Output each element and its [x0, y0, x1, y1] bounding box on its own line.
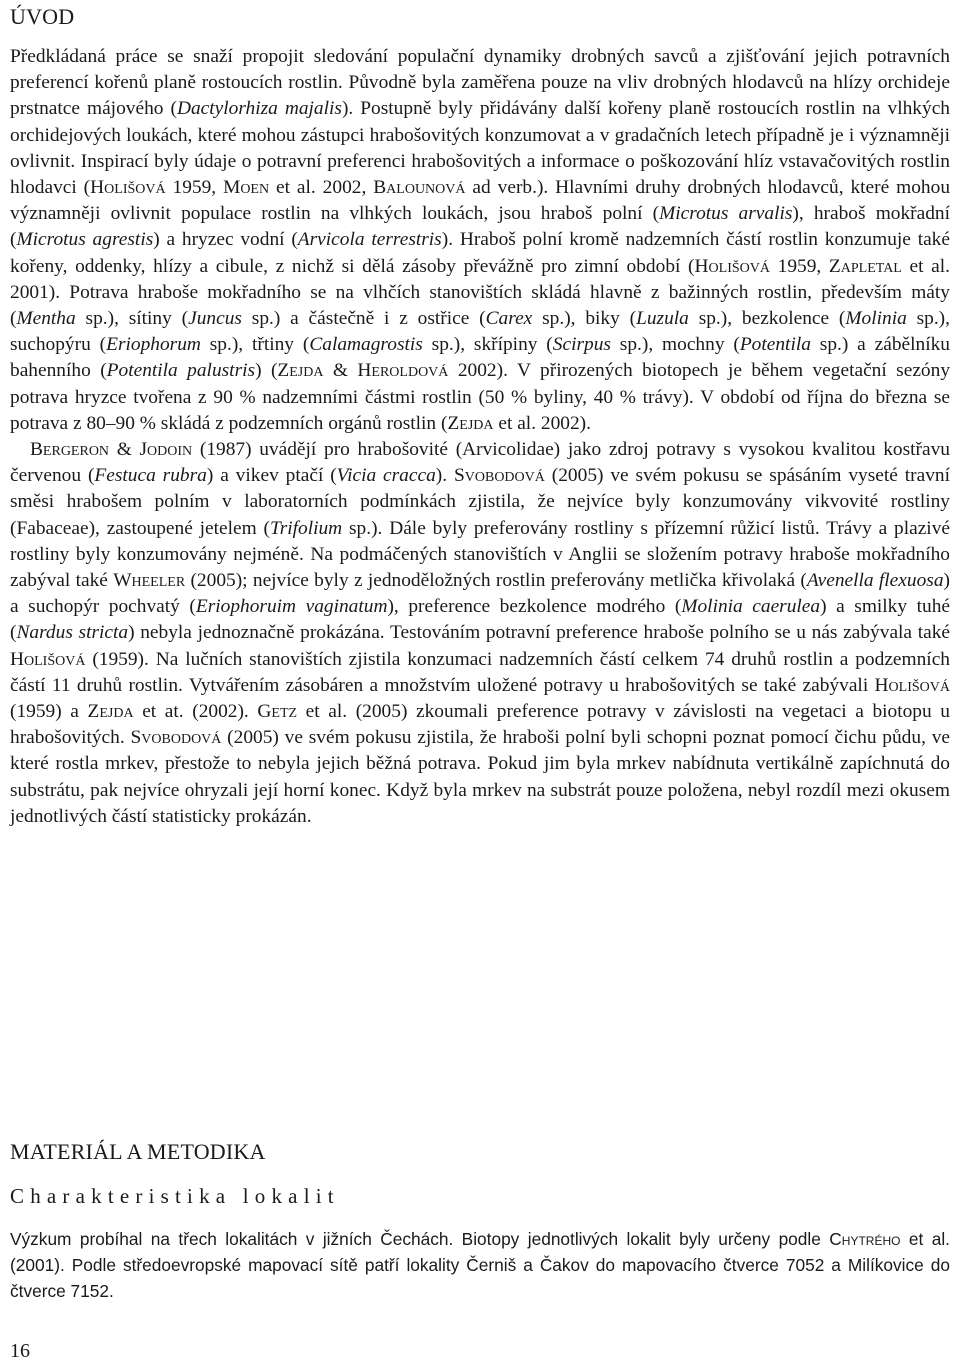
author-name: Holišová [694, 255, 770, 277]
taxon-name: Juncus [188, 308, 242, 330]
text-run: Předkládaná práce se snaží propojit sledování populační dynamiky drobných savců a zjišťování jejich potravních preferencí kořenů planě rostoucích rostlin. Původně byla zaměřena pouze na vliv drobných hlodavců na hlízy orchideje prstnatce májového ( [10, 46, 950, 120]
author-name: Moen [223, 177, 270, 199]
text-run: et al. 2001). Potrava hraboše mokřadního se na vlhčích stanovištích skládá hlavně z bažinných rostlin, především máty ( [10, 255, 951, 330]
taxon-name: Arvicola terrestris [297, 229, 442, 251]
paragraph [10, 44, 950, 437]
taxon-name: Festuca rubra [94, 465, 207, 487]
author-name: Getz [257, 701, 298, 723]
author-name: Zejda [87, 701, 134, 723]
text-run: ), preference bezkolence modrého ( [387, 596, 682, 618]
text-run: (2005); nejvíce byly z jednoděložných rostlin preferovány metlička křivolaká ( [185, 570, 807, 592]
text-run: (1987) uvádějí pro hrabošovité (Arvicolidae) jako zdroj potravy s vysokou kvalitou kostřavu červenou ( [10, 439, 951, 487]
text-run: sp.). Dále byly preferovány rostliny s přízemní růžicí listů. Trávy a plazivé rostliny byly konzumovány nejméně. Na podmáčených stanovištích v Anglii se složením potravy hraboše mokřadního zabýval také [10, 517, 950, 592]
subsection-heading-localities: Charakteristika lokalit [10, 1184, 340, 1208]
text-run: Výzkum probíhal na třech lokalitách v jižních Čechách. Biotopy jednotlivých lokalit byly určeny podle [10, 1229, 830, 1249]
taxon-name: Nardus stricta [16, 622, 129, 644]
intro-text [10, 44, 950, 830]
text-run: et al. (2001). Podle středoevropské mapovací sítě patří lokality Černiš a Čakov do mapovacího čtverce 7052 a Milíkovice do čtverce 7152. [10, 1229, 950, 1301]
text-run: et al. 2002, [269, 177, 374, 199]
author-name: Wheeler [113, 570, 186, 592]
text-run: ) a vikev ptačí ( [206, 465, 337, 487]
text-run: ad verb.). Hlavními druhy drobných hlodavců, které mohou významněji ovlivnit populace rostlin na vlhkých loukách, jsou hraboš polní ( [10, 177, 951, 225]
text-run: (1959). Na lučních stanovištích zjistila konzumaci nadzemních částí celkem 74 druhů rostlin a podzemních částí 11 druhů rostlin. Vytvářením zásobáren a množstvím uložené potravy u hrabošovitých se také zabývali [10, 648, 950, 696]
author-name: Jodoin [139, 439, 193, 461]
text-run: ) ( [255, 360, 278, 382]
taxon-name: Luzula [636, 308, 689, 330]
text-run: sp.), bezkolence ( [688, 308, 846, 330]
text-run: sp.), mochny ( [610, 334, 740, 356]
text-run: 2002). V přirozených biotopech je během vegetační sezóny potrava hryzce tvořena z 90 % nadzemními částmi rostlin (50 % byliny, 40 % trávy). V období od října do března se potrava z 80–90 % skládá z podzemních orgánů rostlin ( [10, 360, 951, 434]
taxon-name: Potentila palustris [106, 360, 256, 382]
text-run: (1959) a [10, 701, 88, 723]
taxon-name: Molinia [845, 308, 907, 330]
section-heading-methods: MATERIÁL A METODIKA [10, 1139, 266, 1164]
author-name: Bergeron [30, 439, 110, 461]
text-run: 1959, [165, 177, 224, 199]
author-name: Zapletal [828, 255, 902, 277]
taxon-name: Molinia caerulea [681, 596, 821, 618]
taxon-name: Eriophoruim vaginatum [195, 596, 388, 618]
page-number: 16 [10, 1340, 30, 1362]
taxon-name: Dactylorhiza majalis [176, 98, 342, 120]
paragraph [10, 437, 950, 830]
taxon-name: Eriophorum [106, 334, 201, 356]
text-run: (2005) ve svém pokusu zjistila, že hraboši polní byli schopni poznat pomocí čichu půdu, ve které rostla mrkev, přestože to nebyla jejich běžná potrava. Pokud jim byla mrkev nabídnuta vertikálně zapíchnutá do substrátu, pak nejvíce ohryzali její horní konec. Když byla mrkev na substrát pouze položena, nebyl rozdíl mezi okusem jednotlivých částí statisticky prokázán. [10, 727, 951, 827]
text-run: ) a suchopýr pochvatý ( [10, 570, 950, 618]
text-run: sp.), biky ( [532, 308, 637, 330]
text-run: 1959, [769, 255, 829, 277]
text-run: sp.), sítiny ( [75, 308, 189, 330]
taxon-name: Potentila [739, 334, 811, 356]
text-run: sp.), skřípiny ( [422, 334, 553, 356]
author-name: Balounová [373, 177, 466, 199]
text-run: & [323, 360, 358, 382]
text-run: et al. 2002). [493, 412, 591, 434]
text-run: ). Postupně byly přidávány další kořeny planě rostoucích rostlin na vlhkých orchidejových loukách, které mohou zástupci hrabošovitých konzumovat a v gradačních letech případně je i významněji ovlivnit. Inspirací byly údaje o potravní preferenci hrabošovitých a informace o poškozování hlíz vstavačovitých rostlin hlodavci ( [10, 98, 951, 199]
author-name: Zejda [447, 412, 494, 434]
author-name: Chytrého [829, 1229, 901, 1249]
text-run: (2005) ve svém pokusu se spásáním vyseté travní směsi hrabošem polním v laboratorních podmínkách zjistila, že nejvíce byly konzumovány vikvovité rostliny (Fabaceae), zastoupené jetelem ( [10, 465, 950, 539]
author-name: Holišová [874, 674, 950, 696]
text-run: ). [435, 465, 454, 487]
text-run: ), hraboš mokřadní ( [10, 203, 951, 251]
text-run: ) a smilky tuhé ( [10, 596, 950, 644]
taxon-name: Mentha [16, 308, 76, 330]
text-run: sp.) a zábělníku bahenního ( [10, 334, 950, 382]
paragraph [10, 1226, 950, 1304]
author-name: Zejda [277, 360, 324, 382]
taxon-name: Carex [485, 308, 533, 330]
taxon-name: Vicia cracca [336, 465, 436, 487]
taxon-name: Calamagrostis [309, 334, 423, 356]
author-name: Heroldová [357, 360, 449, 382]
author-name: Holišová [10, 648, 86, 670]
text-run: & [109, 439, 140, 461]
author-name: Svobodová [453, 465, 545, 487]
taxon-name: Trifolium [269, 517, 343, 539]
text-run: ) a hryzec vodní ( [153, 229, 298, 251]
text-run: sp.), suchopýru ( [10, 308, 950, 356]
section-heading-intro: ÚVOD [10, 4, 75, 29]
taxon-name: Avenella flexuosa [806, 570, 944, 592]
text-run: ) nebyla jednoznačně prokázána. Testováním potravní preference hraboše polního se u nás zabývala také [128, 622, 951, 644]
text-run: sp.) a částečně i z ostřice ( [241, 308, 486, 330]
taxon-name: Scirpus [552, 334, 611, 356]
text-run: et at. (2002). [133, 701, 258, 723]
taxon-name: Microtus agrestis [16, 229, 154, 251]
author-name: Svobodová [130, 727, 222, 749]
text-run: sp.), třtiny ( [200, 334, 310, 356]
author-name: Holišová [90, 177, 166, 199]
text-run: ). Hraboš polní kromě nadzemních částí rostlin konzumuje také kořeny, oddenky, hlízy a cibule, z nichž si dělá zásoby převážně pro zimní období ( [10, 229, 950, 277]
taxon-name: Microtus arvalis [659, 203, 793, 225]
text-run: et al. (2005) zkoumali preference potravy v závislosti na vegetaci a biotopu u hrabošovitých. [10, 701, 950, 749]
